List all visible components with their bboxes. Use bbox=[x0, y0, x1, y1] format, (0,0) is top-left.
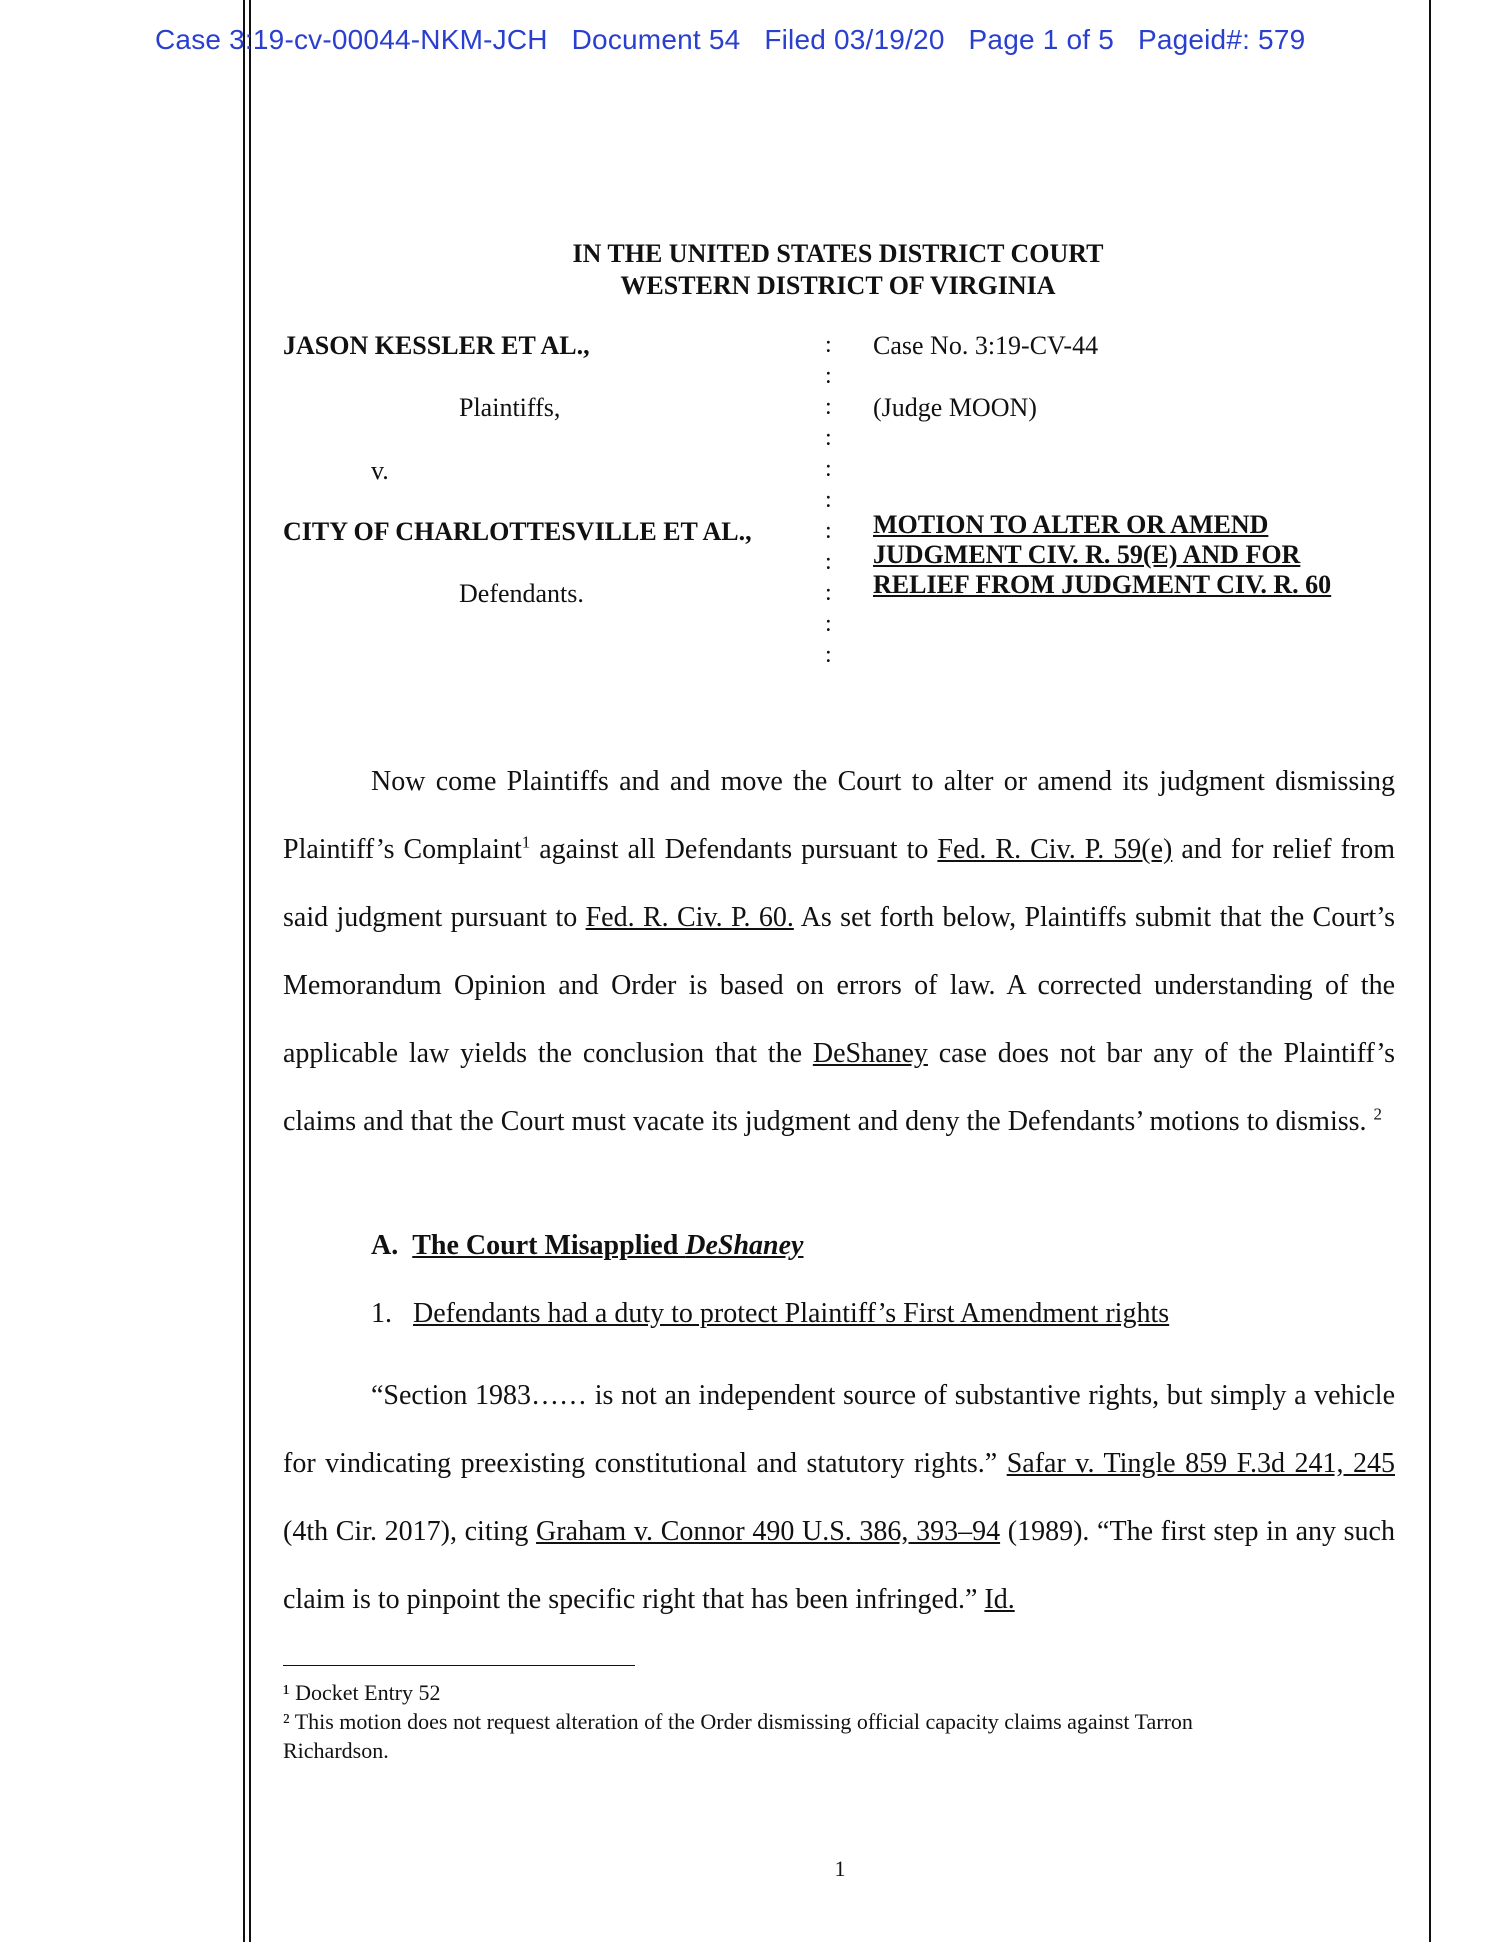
left-margin-line-outer bbox=[243, 0, 245, 1942]
footnote-divider bbox=[283, 1665, 635, 1666]
caption-colon: : bbox=[825, 487, 832, 513]
subsection-heading-1 bbox=[371, 1298, 1169, 1330]
footnote-2-line-1: ² This motion does not request alteration of the Order dismissing official capacity claims against Tarron bbox=[283, 1709, 1193, 1734]
footnote-ref-2[interactable]: 2 bbox=[1373, 1104, 1383, 1124]
caption-colon: : bbox=[825, 456, 832, 482]
caption-colon: : bbox=[825, 332, 832, 358]
header-document: Document 54 bbox=[571, 24, 741, 55]
body-text: (1989). “The first step in any such claim is to pinpoint the specific right that has been infringed.” bbox=[283, 1516, 1395, 1615]
caption-colon: : bbox=[825, 518, 832, 544]
intro-paragraph bbox=[283, 748, 1395, 1156]
defendants-label: Defendants. bbox=[459, 579, 584, 608]
judge: (Judge MOON) bbox=[873, 393, 1037, 422]
header-pageid: Pageid#: 579 bbox=[1137, 24, 1306, 55]
caption-colon: : bbox=[825, 425, 832, 451]
body-text: Now come Plaintiffs and and move the Court to alter or amend its judgment dismissing Plaintiff’s Complaint bbox=[283, 766, 1395, 865]
ecf-header bbox=[155, 24, 1305, 56]
right-margin-line bbox=[1429, 0, 1431, 1942]
court-line-2: WESTERN DISTRICT OF VIRGINIA bbox=[620, 271, 1056, 300]
heading-label: A. bbox=[371, 1230, 399, 1261]
header-filed: Filed 03/19/20 bbox=[764, 24, 945, 55]
body-text: As set forth below, Plaintiffs submit that the Court’s Memorandum Opinion and Order is based on errors of law. A corrected understanding of the applicable law yields the conclusion that the bbox=[283, 902, 1395, 1069]
caption-colon: : bbox=[825, 549, 832, 575]
body-text: (4th Cir. 2017), citing bbox=[283, 1516, 537, 1547]
court-title bbox=[283, 238, 1393, 302]
left-margin-line-inner bbox=[249, 0, 251, 1942]
citation-frcp-59e[interactable]: Fed. R. Civ. P. 59(e) bbox=[937, 834, 1173, 865]
footnotes bbox=[283, 1678, 1343, 1765]
heading-text: Defendants had a duty to protect Plaintiff’s First Amendment rights bbox=[413, 1298, 1170, 1329]
header-case: Case 3:19-cv-00044-NKM-JCH bbox=[155, 24, 548, 55]
heading-text: The Court Misapplied bbox=[412, 1230, 686, 1261]
motion-title-line-1: MOTION TO ALTER OR AMEND bbox=[873, 510, 1269, 539]
plaintiff-name: JASON KESSLER ET AL., bbox=[283, 331, 590, 360]
caption-colon: : bbox=[825, 611, 832, 637]
page-number: 1 bbox=[834, 1856, 846, 1881]
caption-colon: : bbox=[825, 394, 832, 420]
defendant-name: CITY OF CHARLOTTESVILLE ET AL., bbox=[283, 517, 752, 546]
plaintiffs-label: Plaintiffs, bbox=[459, 393, 561, 422]
footnote-1: ¹ Docket Entry 52 bbox=[283, 1680, 441, 1705]
citation-graham[interactable]: Graham v. Connor 490 U.S. 386, 393–94 bbox=[536, 1516, 1001, 1547]
motion-title-line-2: JUDGMENT CIV. R. 59(E) AND FOR bbox=[873, 540, 1301, 569]
section-heading-a bbox=[371, 1230, 804, 1262]
case-number: Case No. 3:19-CV-44 bbox=[873, 331, 1099, 360]
header-page: Page 1 of 5 bbox=[968, 24, 1114, 55]
citation-id[interactable]: Id. bbox=[984, 1584, 1015, 1615]
body-text: against all Defendants pursuant to bbox=[530, 834, 938, 865]
motion-title bbox=[873, 510, 1331, 600]
versus: v. bbox=[371, 456, 389, 485]
heading-italic-case: DeShaney bbox=[685, 1230, 804, 1261]
caption-colon: : bbox=[825, 580, 832, 606]
caption-colon: : bbox=[825, 363, 832, 389]
citation-safar[interactable]: Safar v. Tingle 859 F.3d 241, 245 bbox=[1006, 1448, 1395, 1479]
body-text: case does not bar any of the Plaintiff’s claims and that the Court must vacate its judgment and deny the Defendants’ motions to dismiss. bbox=[283, 1038, 1395, 1137]
body-text: and for relief from said judgment pursuant to bbox=[283, 834, 1396, 933]
footnote-ref-1[interactable]: 1 bbox=[521, 832, 531, 852]
body-text: “Section 1983…… is not an independent source of substantive rights, but simply a vehicle for vindicating preexisting constitutional and statutory rights.” bbox=[283, 1380, 1395, 1479]
citation-deshaney[interactable]: DeShaney bbox=[812, 1038, 928, 1069]
footnote-2-line-2: Richardson. bbox=[283, 1738, 389, 1763]
motion-title-line-3: RELIEF FROM JUDGMENT CIV. R. 60 bbox=[873, 570, 1332, 599]
caption-colon: : bbox=[825, 642, 832, 668]
section-1983-paragraph bbox=[283, 1362, 1395, 1634]
citation-frcp-60[interactable]: Fed. R. Civ. P. 60. bbox=[585, 902, 794, 933]
court-line-1: IN THE UNITED STATES DISTRICT COURT bbox=[572, 239, 1104, 268]
heading-label: 1. bbox=[371, 1298, 392, 1329]
